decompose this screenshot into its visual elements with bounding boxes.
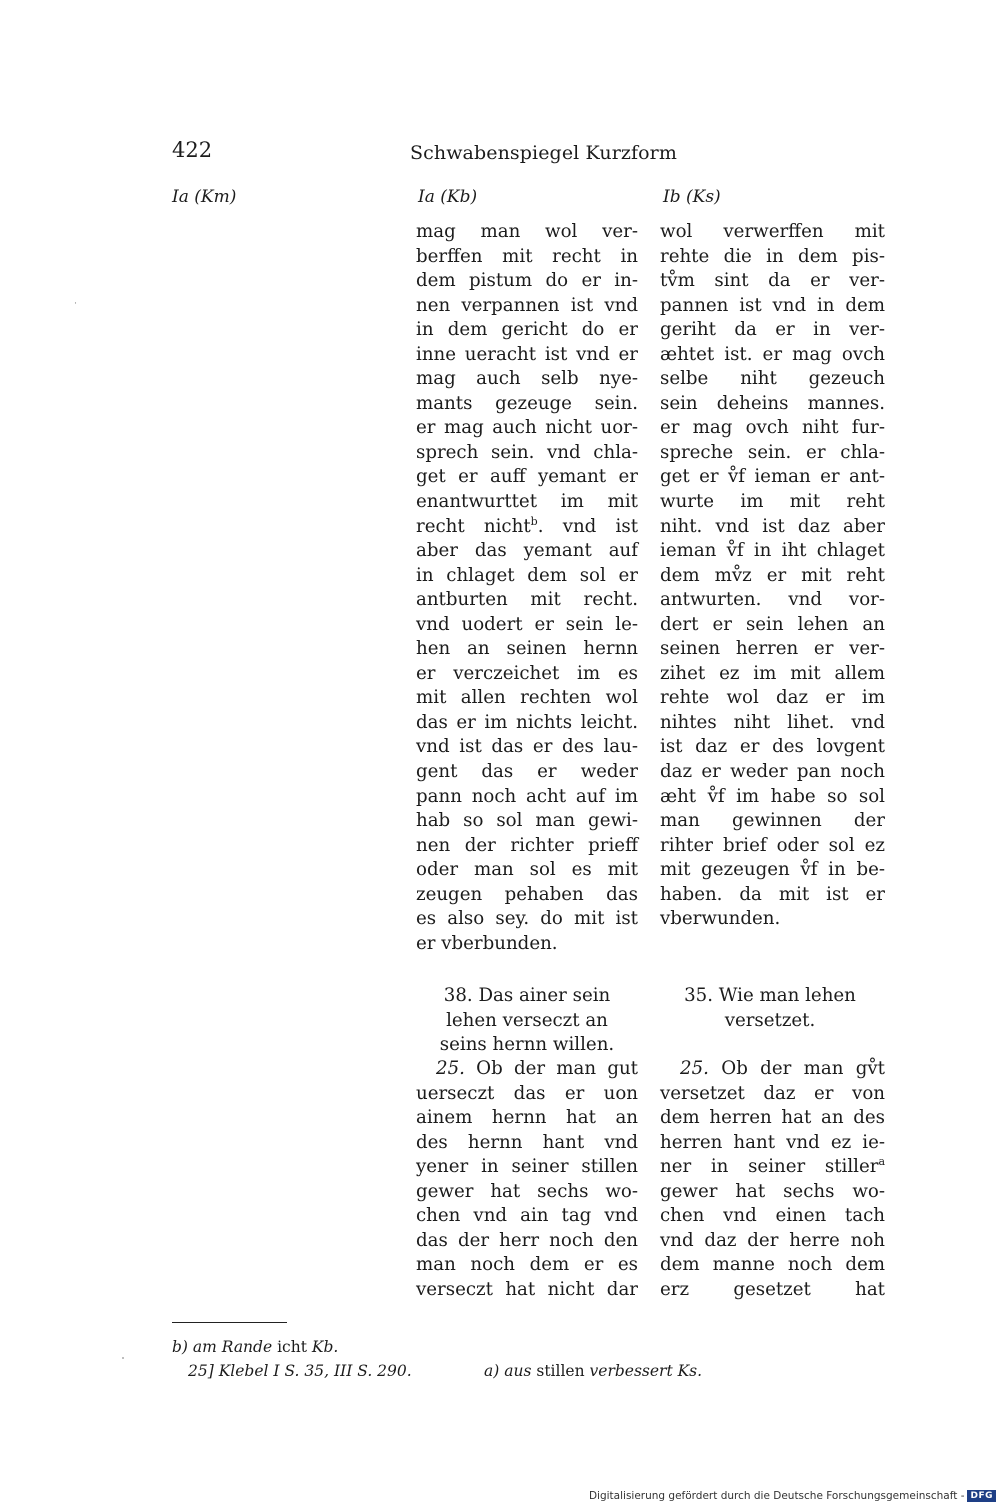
rubric-line: 35. Wie man lehen — [684, 985, 856, 1006]
text-line: pann noch acht auf im — [416, 785, 638, 807]
column-heading-ks: Ib (Ks) — [663, 187, 721, 207]
text-line: verseczt hat nicht dar — [416, 1278, 638, 1300]
text-line: dem mv̊z er mit reht — [660, 564, 885, 586]
text-line: haben. da mit ist er — [660, 883, 885, 905]
speck — [122, 1357, 124, 1359]
text-line: gewer hat sechs wo- — [416, 1180, 638, 1202]
rubric-line: seins hernn willen. — [439, 1034, 615, 1056]
kb-text-block — [416, 220, 638, 956]
text-line: oder man sol es mit — [416, 859, 638, 881]
footnote-a-pre: aus — [504, 1362, 532, 1380]
paragraph-number: 25. — [680, 1058, 722, 1079]
text-line: mit gezeugen v̊f in be- — [660, 859, 885, 881]
footnote-a-label: a) — [484, 1362, 500, 1380]
credit-text: Digitalisierung gefördert durch die Deutsche Forschungsgemeinschaft - — [588, 1490, 965, 1502]
footnote-25-label: 25] — [188, 1362, 214, 1380]
text-line: aber das yemant auf — [416, 540, 638, 562]
text-line: herren hant vnd ez ie- — [660, 1131, 885, 1153]
rubric-line: versetzet. — [724, 1009, 816, 1031]
ks-text-block — [660, 220, 885, 932]
text-line: gewer hat sechs wo- — [660, 1180, 885, 1202]
column-heading-km: Ia (Km) — [172, 187, 237, 207]
ks-paragraph-25 — [660, 1057, 885, 1302]
text-line: dem manne noch dem — [660, 1254, 885, 1276]
text-line: nen der richter prieff — [416, 834, 638, 856]
rubric-line: 38. Das ainer sein — [443, 985, 611, 1006]
footnote-25 — [188, 1362, 412, 1380]
text-line: in dem gericht do er — [416, 319, 638, 341]
text-line: ainem hernn hat an — [416, 1107, 638, 1129]
text-line: erz gesetzet hat — [660, 1278, 885, 1300]
text-line: recht nicht$^b$. vnd ist — [416, 514, 639, 537]
text-line: nen verpannen ist vnd — [416, 294, 638, 316]
text-line: rehte wol daz er im — [660, 687, 885, 709]
dfg-logo-icon: DFG — [967, 1490, 996, 1502]
text-line: sein deheins mannes. — [660, 392, 885, 414]
text-line: versetzet daz er von — [660, 1082, 885, 1104]
text-line — [660, 1057, 885, 1082]
text-line: gent das er weder — [416, 761, 638, 783]
column-heading-kb: Ia (Kb) — [418, 187, 478, 207]
text-line: get er auff yemant er — [416, 466, 638, 488]
text-line: tv̊m sint da er ver- — [660, 270, 885, 292]
text-line: ieman v̊f in iht chlaget — [660, 540, 885, 562]
text-line: vberwunden. — [660, 908, 781, 930]
footnote-rule — [172, 1322, 287, 1323]
text-line: mants gezeuge sein. — [416, 392, 638, 414]
footnote-a-post: verbessert Ks. — [589, 1362, 703, 1380]
text-line: daz er weder pan noch — [660, 761, 885, 783]
footnote-b-source: Kb. — [311, 1338, 339, 1356]
margin-mark: ˙ — [73, 302, 78, 313]
text-line: chen vnd ain tag vnd — [416, 1205, 638, 1227]
text-line: er mag auch nicht uor- — [416, 417, 638, 439]
text-line: spreche sein. er chla- — [660, 441, 885, 463]
text-line: vnd daz der herre noh — [660, 1229, 885, 1251]
text-line: in chlaget dem sol er — [416, 564, 638, 586]
text-line: sprech sein. vnd chla- — [416, 441, 638, 463]
page-number: 422 — [172, 138, 213, 162]
running-title: Schwabenspiegel Kurzform — [410, 142, 677, 164]
footnote-b — [172, 1338, 338, 1356]
text-line: mit allen rechten wol — [416, 687, 638, 709]
text-line: yener in seiner stillen — [416, 1156, 638, 1178]
footnote-b-text: am Rande — [192, 1338, 273, 1356]
text-line: ist daz er des lovgent — [660, 736, 885, 758]
text-line: antwurten. vnd vor- — [660, 589, 885, 611]
text-line: antburten mit recht. — [416, 589, 638, 611]
text-line: get er v̊f ieman er ant- — [660, 466, 885, 488]
text-line: nihtes niht lihet. vnd — [660, 711, 885, 733]
kb-paragraph-25 — [416, 1057, 638, 1302]
footnote-marker-b: b — [530, 514, 538, 528]
text-line: er vberbunden. — [416, 932, 558, 954]
ks-rubric — [645, 984, 895, 1033]
kb-rubric — [400, 984, 654, 1058]
text-fragment: Ob der man gut — [476, 1058, 638, 1079]
text-line: rehte die in dem pis- — [660, 245, 885, 267]
text-line: hab so sol man gewi- — [416, 810, 638, 832]
dfg-credit — [589, 1490, 996, 1502]
text-line: man noch dem er es — [416, 1254, 638, 1276]
text-line: æhtet ist. er mag ovch — [660, 343, 885, 365]
text-line: wol verwerffen mit — [660, 221, 885, 242]
text-line — [416, 1057, 638, 1082]
footnote-marker-a: a — [878, 1155, 885, 1169]
text-line: niht. vnd ist daz aber — [660, 515, 885, 537]
text-line: enantwurttet im mit — [416, 491, 638, 513]
text-line: vnd ist das er des lau- — [416, 736, 638, 758]
text-line: er verczeichet im es — [416, 662, 638, 684]
text-line: uerseczt das er uon — [416, 1082, 638, 1104]
footnote-b-label: b) — [172, 1338, 188, 1356]
text-line: pannen ist vnd in dem — [660, 294, 885, 316]
text-line: selbe niht gezeuch — [660, 368, 885, 390]
text-line: man gewinnen der — [660, 810, 885, 832]
text-line: chen vnd einen tach — [660, 1205, 885, 1227]
text-line: zeugen pehaben das — [416, 883, 638, 905]
text-line: das er im nichts leicht. — [416, 711, 638, 733]
text-line: hen an seinen hernn — [416, 638, 638, 660]
text-line: mag auch selb nye- — [416, 368, 638, 390]
text-line: des hernn hant vnd — [416, 1131, 638, 1153]
text-line: es also sey. do mit ist — [416, 908, 638, 930]
text-line: æht v̊f im habe so sol — [660, 785, 885, 807]
text-line: inne ueracht ist vnd er — [416, 343, 638, 365]
text-line: rihter brief oder sol ez — [660, 834, 885, 856]
text-line: geriht da er in ver- — [660, 319, 885, 341]
text-line: berffen mit recht in — [416, 245, 638, 267]
text-line: dem pistum do er in- — [416, 270, 638, 292]
footnote-b-word: icht — [277, 1338, 307, 1356]
text-line: das der herr noch den — [416, 1229, 638, 1251]
text-line: er mag ovch niht fur- — [660, 417, 885, 439]
rubric-line: lehen verseczt an — [446, 1009, 608, 1031]
text-line: seinen herren er ver- — [660, 638, 885, 660]
text-line: zihet ez im mit allem — [660, 662, 885, 684]
text-fragment: Ob der man gv̊t — [721, 1058, 885, 1079]
footnote-25-text: Klebel I S. 35, III S. 290. — [218, 1362, 412, 1380]
text-line: dert er sein lehen an — [660, 613, 885, 635]
footnote-a-word: stillen — [536, 1362, 585, 1380]
text-line: mag man wol ver- — [416, 221, 638, 242]
paragraph-number: 25. — [436, 1058, 477, 1079]
text-line: vnd uodert er sein le- — [416, 613, 638, 635]
text-line: ner in seiner stiller$^a$ — [660, 1155, 885, 1178]
footnote-a — [484, 1362, 702, 1380]
text-fragment: . vnd ist — [537, 515, 639, 537]
text-line: dem herren hat an des — [660, 1107, 885, 1129]
text-line: wurte im mit reht — [660, 491, 885, 513]
